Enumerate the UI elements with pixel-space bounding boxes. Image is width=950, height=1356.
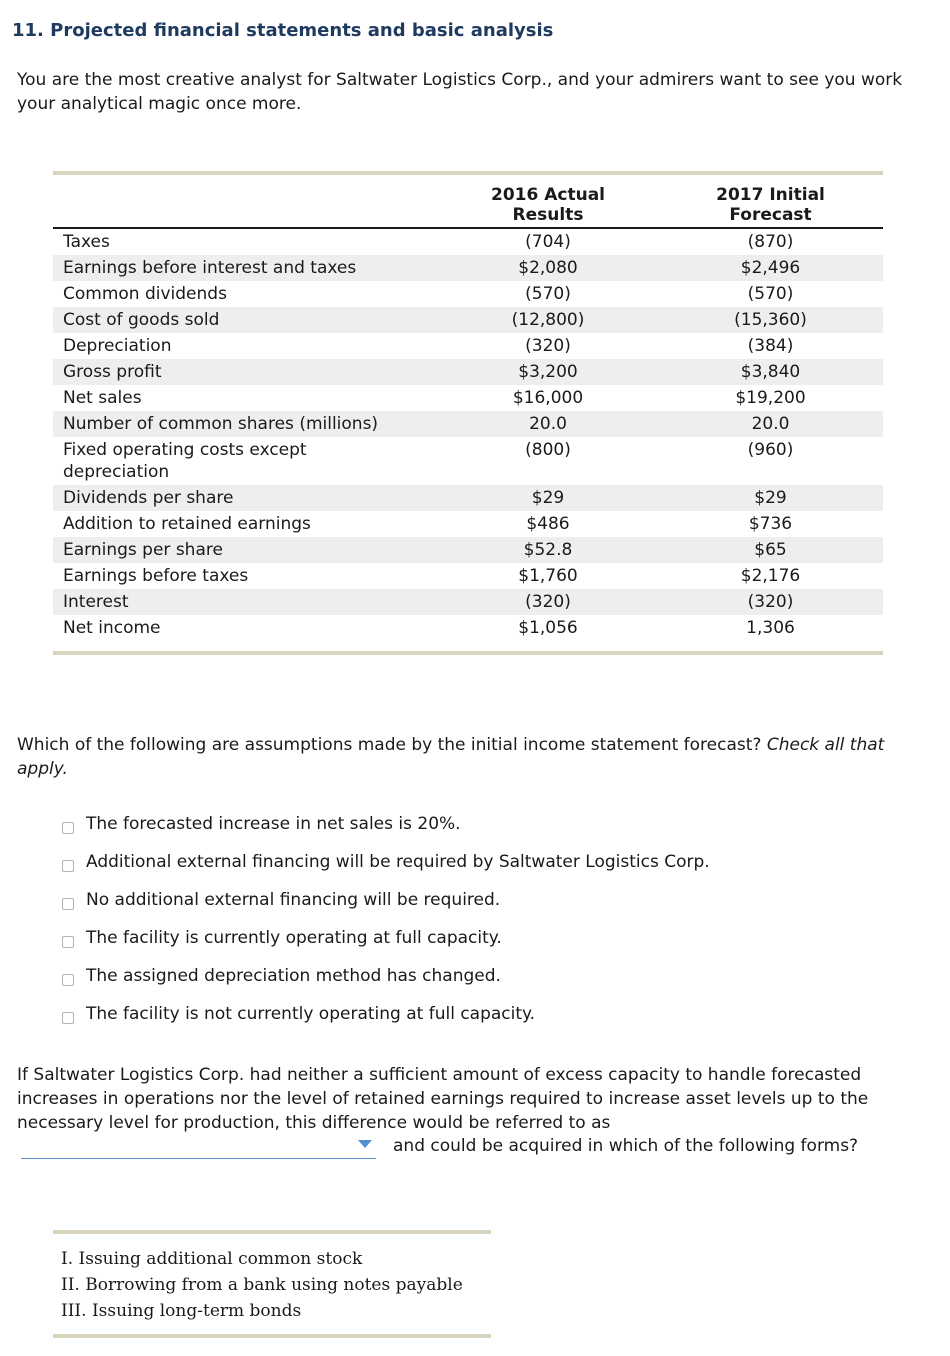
financing-term-dropdown[interactable] [21, 1136, 376, 1159]
row-label: Gross profit [63, 362, 162, 382]
row-label: Interest [63, 592, 129, 612]
table-row [53, 333, 883, 359]
row-label: Cost of goods sold [63, 310, 220, 330]
header-2017-line2: Forecast [729, 205, 812, 225]
table-row [53, 615, 883, 641]
checkbox[interactable] [62, 1012, 74, 1024]
value-2016: $1,760 [518, 566, 578, 586]
question-instruction: Check all that apply. [17, 735, 885, 779]
table-row [53, 589, 883, 615]
table-row [53, 359, 883, 385]
option-label: No additional external financing will be required. [86, 890, 501, 910]
header-2016 [438, 185, 658, 225]
value-2017: (960) [747, 440, 794, 460]
table-row [53, 485, 883, 511]
header-2017 [658, 185, 883, 225]
value-2017: (384) [747, 336, 794, 356]
row-label: Earnings before interest and taxes [63, 258, 357, 278]
row-label: Fixed operating costs except depreciation [63, 440, 307, 482]
option-item[interactable] [62, 881, 710, 919]
row-label: Net sales [63, 388, 142, 408]
value-2016: $2,080 [518, 258, 578, 278]
value-2016: $3,200 [518, 362, 578, 382]
question-text: Which of the following are assumptions made by the initial income statement forecast? [17, 735, 767, 755]
header-2016-line1: 2016 Actual [491, 185, 605, 205]
row-label: Addition to retained earnings [63, 514, 311, 534]
question [17, 733, 917, 781]
checkbox[interactable] [62, 974, 74, 986]
row-label: Taxes [63, 232, 110, 252]
value-2017: 20.0 [751, 414, 790, 434]
table-row [53, 563, 883, 589]
table-row [53, 411, 883, 437]
table-row [53, 255, 883, 281]
table-row [53, 307, 883, 333]
checkbox[interactable] [62, 860, 74, 872]
value-2017: $29 [754, 488, 787, 508]
financial-table [53, 171, 883, 655]
value-2017: (570) [747, 284, 794, 304]
row-label: Dividends per share [63, 488, 234, 508]
value-2017: (15,360) [734, 310, 807, 330]
row-label: Depreciation [63, 336, 172, 356]
value-2017: $736 [748, 514, 793, 534]
option-item[interactable] [62, 957, 710, 995]
value-2016: (704) [525, 232, 571, 252]
financing-forms-box [53, 1230, 491, 1338]
value-2017: $2,496 [740, 258, 801, 278]
header-2017-line1: 2017 Initial [716, 185, 825, 205]
row-label: Earnings before taxes [63, 566, 249, 586]
table-header [53, 175, 883, 229]
option-label: Additional external financing will be required by Saltwater Logistics Corp. [86, 852, 710, 872]
checkbox[interactable] [62, 898, 74, 910]
value-2017: (320) [747, 592, 794, 612]
row-label: Common dividends [63, 284, 227, 304]
value-2017: 1,306 [746, 618, 795, 638]
value-2016: $52.8 [523, 540, 573, 560]
option-label: The forecasted increase in net sales is 20%. [86, 814, 461, 834]
option-item[interactable] [62, 919, 710, 957]
checkbox[interactable] [62, 936, 74, 948]
value-2016: $1,056 [518, 618, 578, 638]
financing-form-item: III. Issuing long-term bonds [61, 1301, 302, 1321]
value-2016: (570) [525, 284, 571, 304]
financing-form-item: I. Issuing additional common stock [61, 1249, 363, 1269]
table-row [53, 229, 883, 255]
value-2016: $486 [526, 514, 570, 534]
row-label: Net income [63, 618, 161, 638]
row-label: Number of common shares (millions) [63, 414, 379, 434]
value-2017: $2,176 [740, 566, 801, 586]
header-2016-line2: Results [512, 205, 584, 225]
option-label: The assigned depreciation method has changed. [86, 966, 501, 986]
row-label: Earnings per share [63, 540, 223, 560]
value-2016: $29 [531, 488, 565, 508]
table-row [53, 537, 883, 563]
intro-text: You are the most creative analyst for Saltwater Logistics Corp., and your admirers want to see you work your analytical magic once more. [17, 70, 903, 114]
table-row [53, 385, 883, 411]
value-2017: $3,840 [740, 362, 801, 382]
value-2016: (320) [525, 592, 571, 612]
options-list [62, 805, 710, 1033]
financing-paragraph: If Saltwater Logistics Corp. had neither a sufficient amount of excess capacity to handle forecasted increases in operations nor the level of retained earnings required to increase asset levels up to the necessary level for production, this difference would be referred to as [17, 1065, 869, 1133]
value-2016: $16,000 [512, 388, 584, 408]
option-item[interactable] [62, 995, 710, 1033]
header-blank [53, 185, 438, 225]
value-2017: (870) [747, 232, 794, 252]
option-label: The facility is currently operating at full capacity. [86, 928, 502, 948]
value-2016: (800) [525, 440, 571, 460]
financing-form-item: II. Borrowing from a bank using notes payable [61, 1275, 463, 1295]
value-2017: $19,200 [735, 388, 806, 408]
table-row [53, 437, 883, 485]
checkbox[interactable] [62, 822, 74, 834]
after-dropdown-text: and could be acquired in which of the following forms? [393, 1136, 859, 1156]
table-row [53, 511, 883, 537]
caret-down-icon[interactable] [358, 1140, 372, 1148]
table-row [53, 281, 883, 307]
value-2016: (320) [525, 336, 571, 356]
value-2016: (12,800) [511, 310, 585, 330]
value-2016: 20.0 [529, 414, 567, 434]
table-body [53, 229, 883, 641]
page-title: 11. Projected financial statements and basic analysis [12, 20, 554, 41]
value-2017: $65 [754, 540, 787, 560]
option-item[interactable] [62, 805, 710, 843]
option-item[interactable] [62, 843, 710, 881]
option-label: The facility is not currently operating at full capacity. [86, 1004, 536, 1024]
